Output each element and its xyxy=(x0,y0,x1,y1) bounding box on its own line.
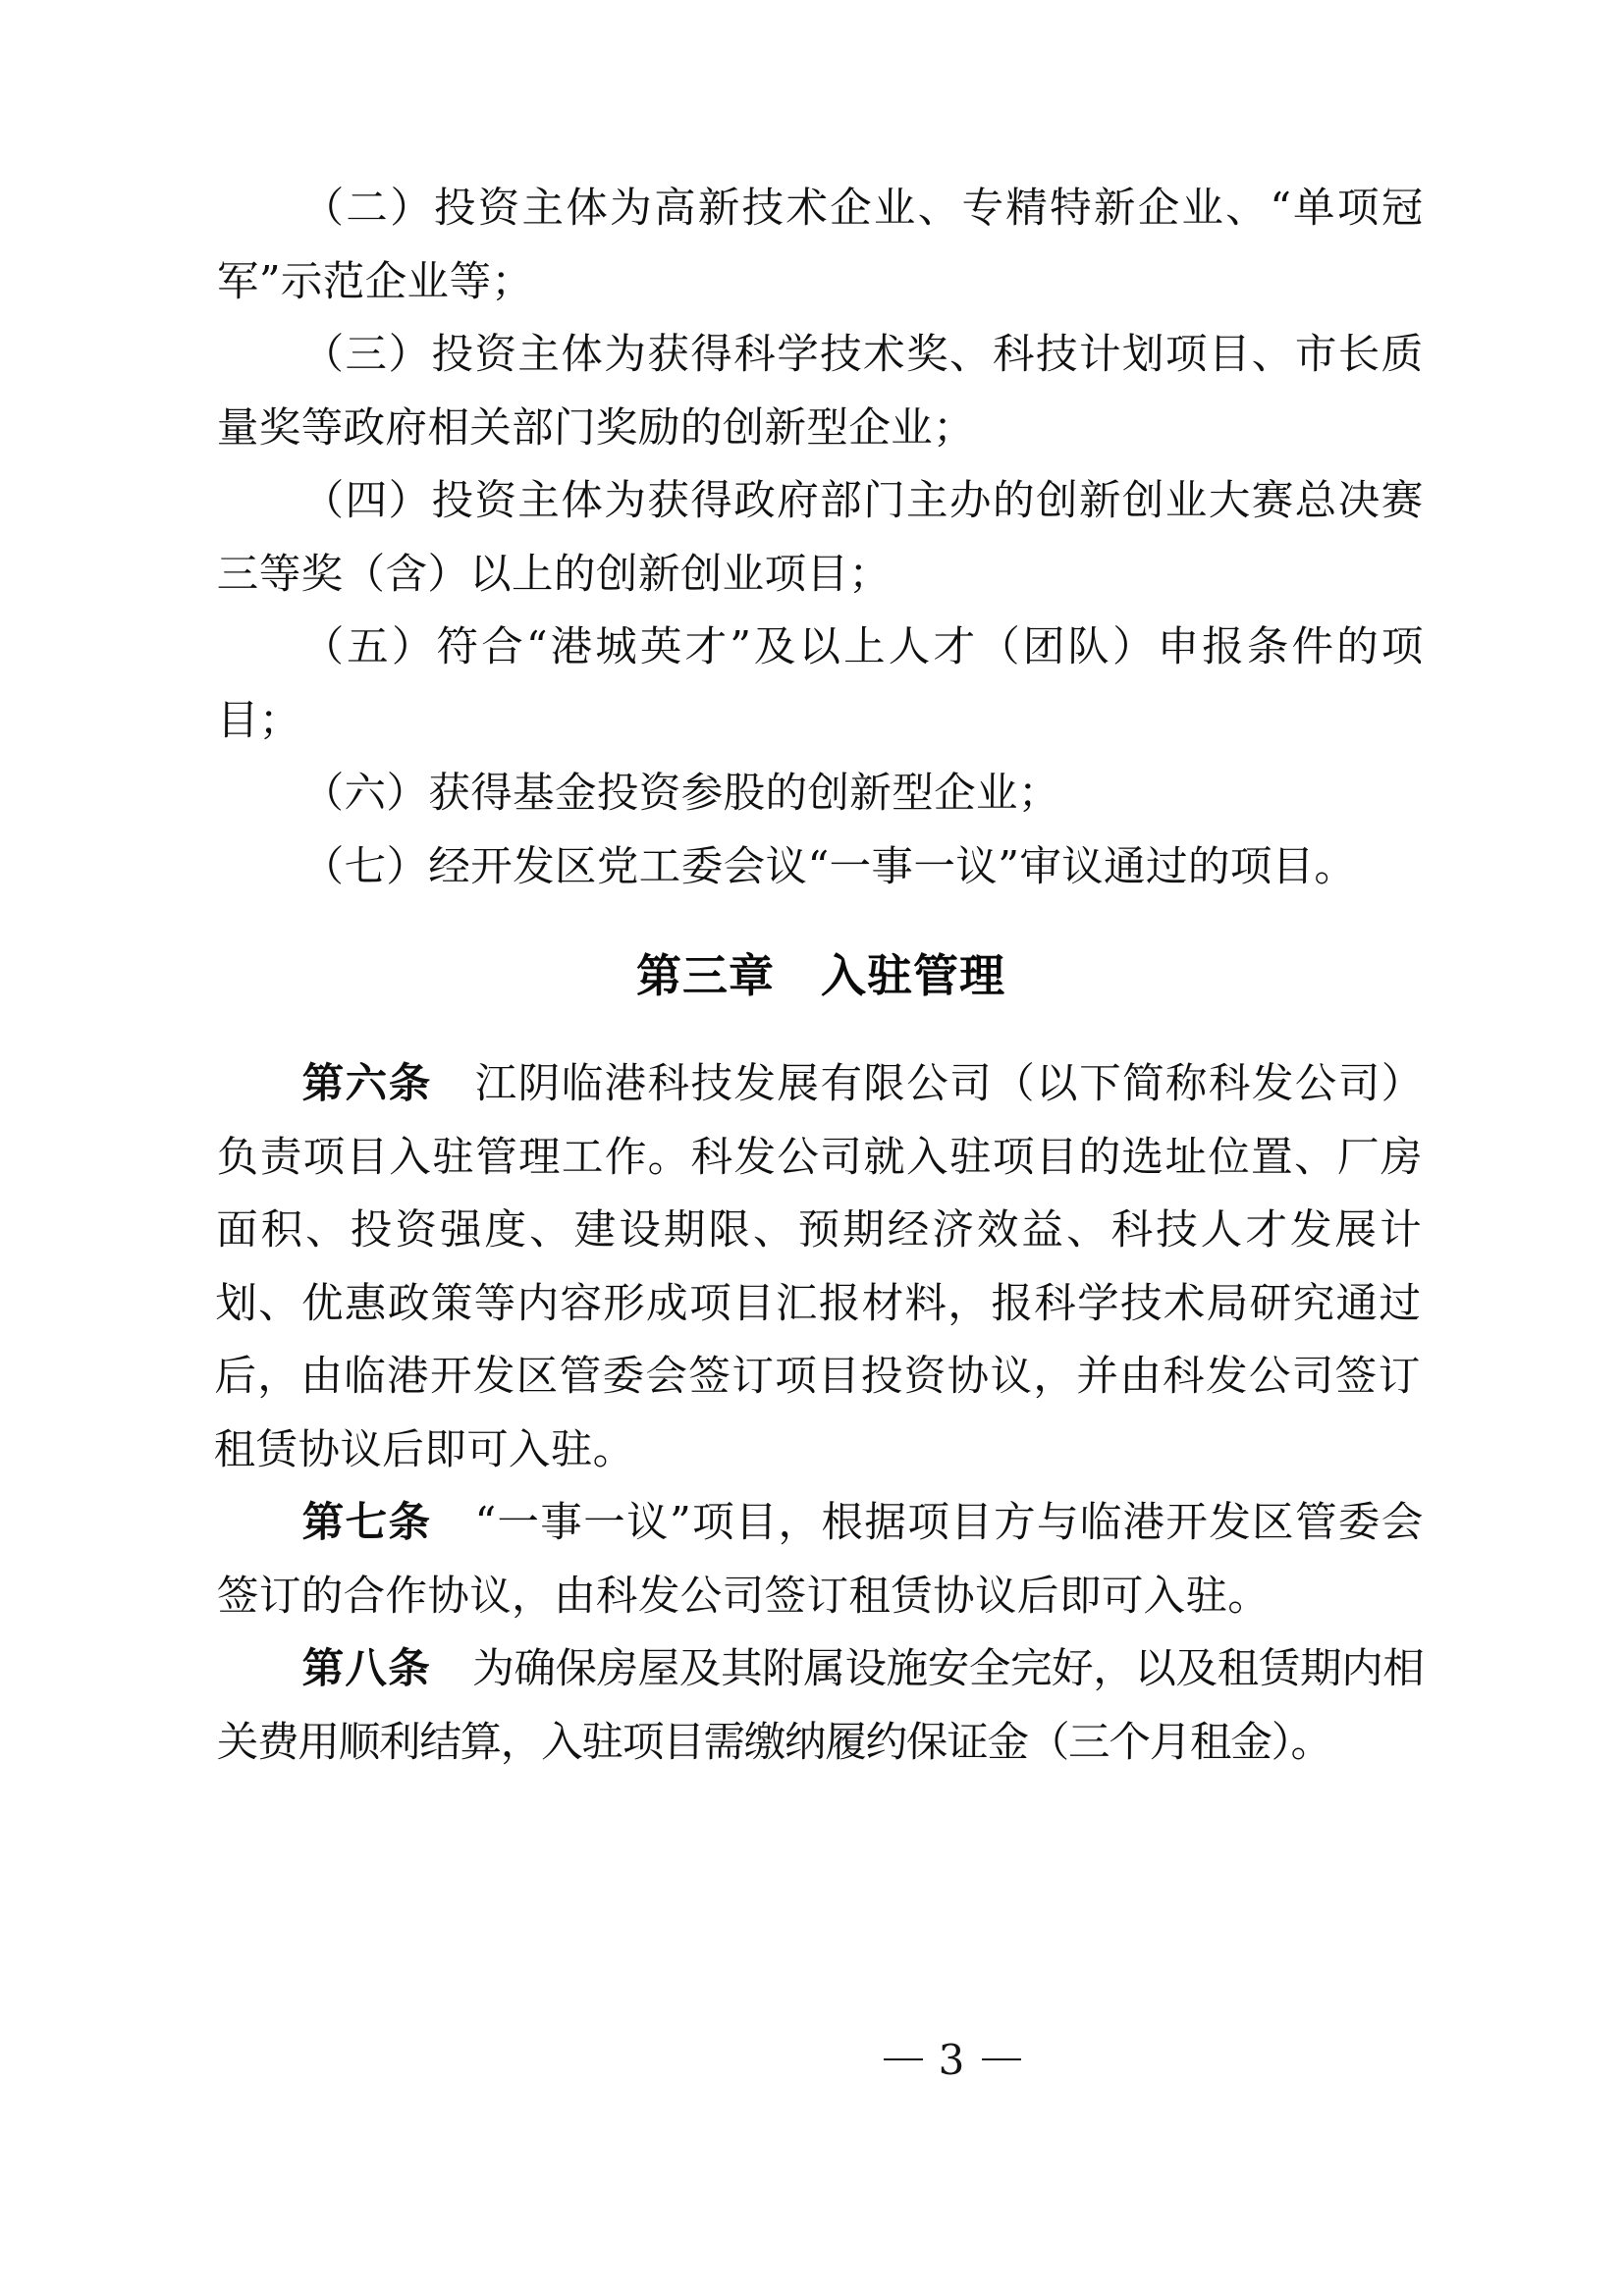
page-number-group xyxy=(868,2034,1038,2084)
article-six-number: 第六条 xyxy=(301,1059,433,1108)
article-seven-spacer xyxy=(431,1499,474,1547)
article-eight xyxy=(216,1633,1424,1780)
article-eight-spacer xyxy=(431,1645,473,1693)
list-item-three: （三）投资主体为获得科学技术奖、科技计划项目、市长质量奖等政府相关部门奖励的创新型企业； xyxy=(216,331,1424,453)
article-eight-body: 为确保房屋及其附属设施安全完好，以及租赁期内相关费用顺利结算，入驻项目需缴纳履约保证金（三个月租金）。 xyxy=(216,1644,1424,1766)
article-eight-number: 第八条 xyxy=(301,1644,432,1693)
list-item-two: （二）投资主体为高新技术企业、专精特新企业、“单项冠军”示范企业等； xyxy=(216,185,1424,306)
page-content xyxy=(213,173,1424,1780)
list-item-five: （五）符合“港城英才”及以上人才（团队）申报条件的项目； xyxy=(216,623,1424,745)
article-six-body: 江阴临港科技发展有限公司（以下简称科发公司）负责项目入驻管理工作。科发公司就入驻项目的选址位置、厂房面积、投资强度、建设期限、预期经济效益、科技人才发展计划、优惠政策等内容形成项目汇报材料，报科学技术局研究通过后，由临港开发区管委会签订项目投资协议，并由科发公司签订租赁协议后即可入驻。 xyxy=(213,1059,1424,1473)
page-number-dash-left xyxy=(884,2058,923,2060)
article-seven-number: 第七条 xyxy=(301,1498,432,1547)
article-seven xyxy=(216,1487,1424,1633)
page-number-dash-right xyxy=(982,2058,1021,2060)
article-six-spacer xyxy=(432,1060,475,1108)
list-item-seven: （七）经开发区党工委会议“一事一议”审议通过的项目。 xyxy=(301,842,1357,891)
list-item-six: （六）获得基金投资参股的创新型企业； xyxy=(301,770,1061,818)
chapter-heading: 第三章 入驻管理 xyxy=(636,949,1005,1002)
page-number-value: 3 xyxy=(938,2035,967,2084)
article-six xyxy=(213,1048,1424,1487)
article-seven-body: “一事一议”项目，根据项目方与临港开发区管委会签订的合作协议，由科发公司签订租赁协议后即可入驻。 xyxy=(216,1498,1424,1620)
page-number-footer xyxy=(0,2034,1624,2084)
list-item-four: （四）投资主体为获得政府部门主办的创新创业大赛总决赛三等奖（含）以上的创新创业项目； xyxy=(216,477,1424,599)
